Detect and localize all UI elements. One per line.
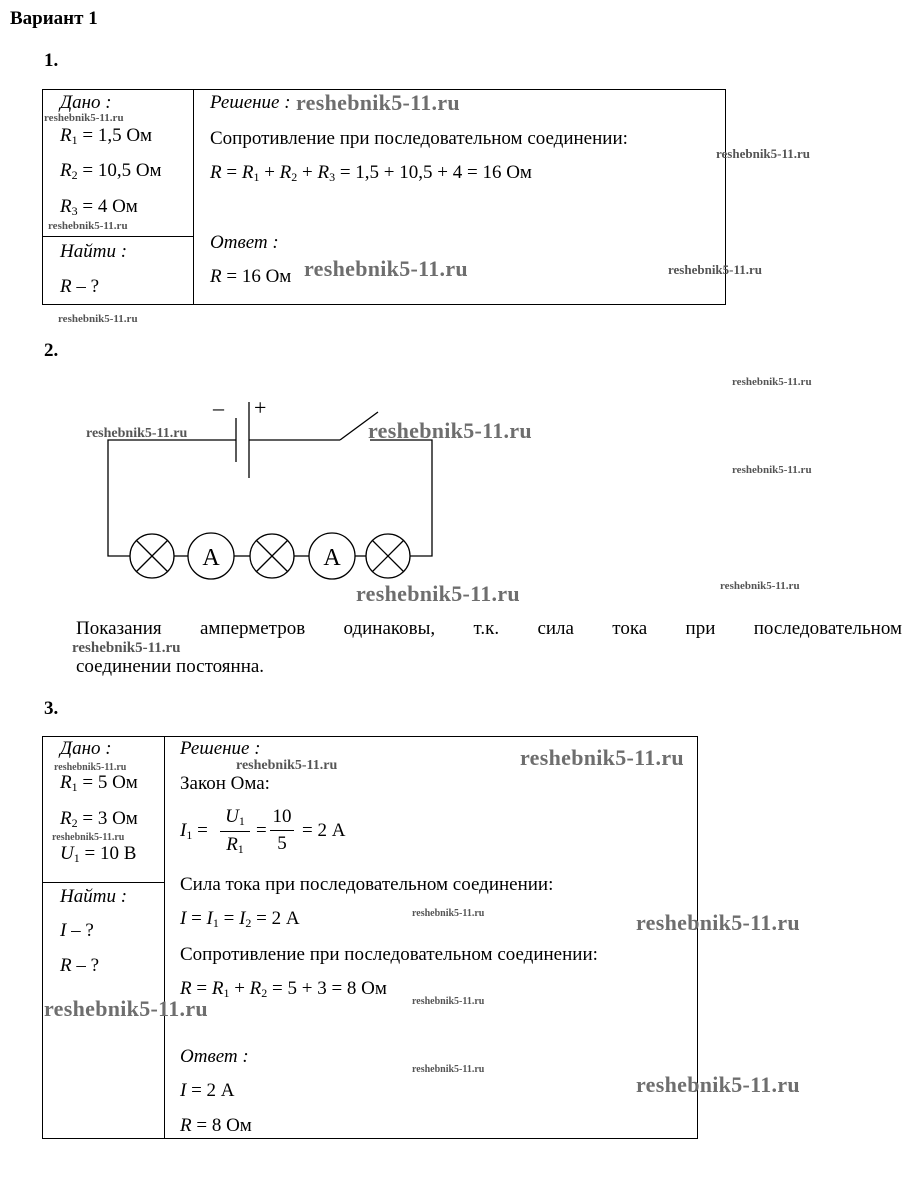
watermark: reshebnik5-11.ru [48, 220, 128, 232]
p3-answer-label: Ответ : [180, 1046, 249, 1067]
p3-law: Закон Ома: [180, 773, 270, 794]
p3-current-formula: $I = I_1 = I_2 = 2$ А [180, 908, 300, 930]
watermark: reshebnik5-11.ru [52, 832, 125, 843]
p1-solution-label: Решение : [210, 92, 291, 113]
battery-minus: – [213, 395, 224, 420]
p3-find-i: I – ? [60, 920, 94, 941]
watermark: reshebnik5-11.ru [412, 996, 485, 1007]
watermark: reshebnik5-11.ru [356, 581, 520, 606]
watermark: reshebnik5-11.ru [236, 758, 338, 773]
p3-given-label: Дано : [60, 738, 112, 759]
p1-answer: R = 16 Ом [210, 266, 292, 287]
problem-1-number: 1. [44, 50, 59, 71]
p3-ohm-result: = 2 А [302, 820, 346, 841]
watermark: reshebnik5-11.ru [668, 262, 763, 277]
ammeter-2-label: A [323, 545, 341, 571]
p1-solution-text: Сопротивление при последовательном соединении: [210, 128, 628, 149]
problem-3-table [42, 736, 698, 1139]
p3-find-label: Найти : [60, 886, 128, 907]
watermark: reshebnik5-11.ru [732, 376, 812, 388]
watermark: reshebnik5-11.ru [296, 90, 460, 115]
p1-given-r3: $R_3 = 4$ Ом [60, 196, 138, 218]
p1-formula: $R = R_1 + R_2 + R_3 = 1,5 + 10,5 + 4 = 16$ Ом [210, 162, 532, 184]
p1-given-r1: $R_1 = 1,5$ Ом [60, 125, 153, 147]
watermark: reshebnik5-11.ru [368, 418, 532, 443]
p1-given-r2: $R_2 = 10,5$ Ом [60, 160, 162, 182]
p2-explanation: Показания амперметров одинаковы, т.к. сила тока при последовательном соединении постоянна. [76, 618, 902, 677]
ammeter-1-label: A [202, 545, 220, 571]
watermark: reshebnik5-11.ru [44, 996, 208, 1021]
battery-plus: + [254, 395, 267, 420]
watermark: reshebnik5-11.ru [732, 464, 812, 476]
p3-solution-label: Решение : [180, 738, 261, 759]
watermark: reshebnik5-11.ru [58, 313, 138, 325]
watermark: reshebnik5-11.ru [716, 146, 811, 161]
p3-ohm-lhs: $I_1$ = [180, 820, 208, 842]
watermark: reshebnik5-11.ru [86, 426, 188, 441]
p3-find-r: R – ? [60, 955, 100, 976]
p3-answer-r: R = 8 Ом [180, 1115, 252, 1136]
watermark: reshebnik5-11.ru [54, 762, 127, 773]
p3-ohm-frac1: $U_1$ $R_1$ [220, 806, 250, 857]
p3-resist-text: Сопротивление при последовательном соединении: [180, 944, 598, 965]
p1-given-label: Дано : [60, 92, 112, 113]
p1-answer-label: Ответ : [210, 232, 279, 253]
p1-find-r: R – ? [60, 276, 100, 297]
watermark: reshebnik5-11.ru [412, 908, 485, 919]
p1-find-label: Найти : [60, 241, 128, 262]
watermark: reshebnik5-11.ru [636, 910, 800, 935]
p3-given-r2: $R_2 = 3$ Ом [60, 808, 138, 830]
watermark: reshebnik5-11.ru [412, 1064, 485, 1075]
watermark: reshebnik5-11.ru [44, 112, 124, 124]
watermark: reshebnik5-11.ru [72, 640, 181, 656]
watermark: reshebnik5-11.ru [636, 1072, 800, 1097]
p3-given-u1: $U_1 = 10$ В [60, 843, 137, 865]
watermark: reshebnik5-11.ru [720, 580, 800, 592]
watermark: reshebnik5-11.ru [520, 745, 684, 770]
page-title: Вариант 1 [10, 8, 98, 29]
watermark: reshebnik5-11.ru [304, 256, 468, 281]
problem-2-number: 2. [44, 340, 59, 361]
p3-answer-i: I = 2 А [180, 1080, 235, 1101]
p3-ohm-frac2: 10 5 [270, 806, 294, 855]
p3-current-text: Сила тока при последовательном соединении: [180, 874, 554, 895]
problem-3-number: 3. [44, 698, 59, 719]
p3-given-r1: $R_1 = 5$ Ом [60, 772, 138, 794]
p3-resist-formula: $R = R_1 + R_2 = 5 + 3 = 8$ Ом [180, 978, 387, 1000]
